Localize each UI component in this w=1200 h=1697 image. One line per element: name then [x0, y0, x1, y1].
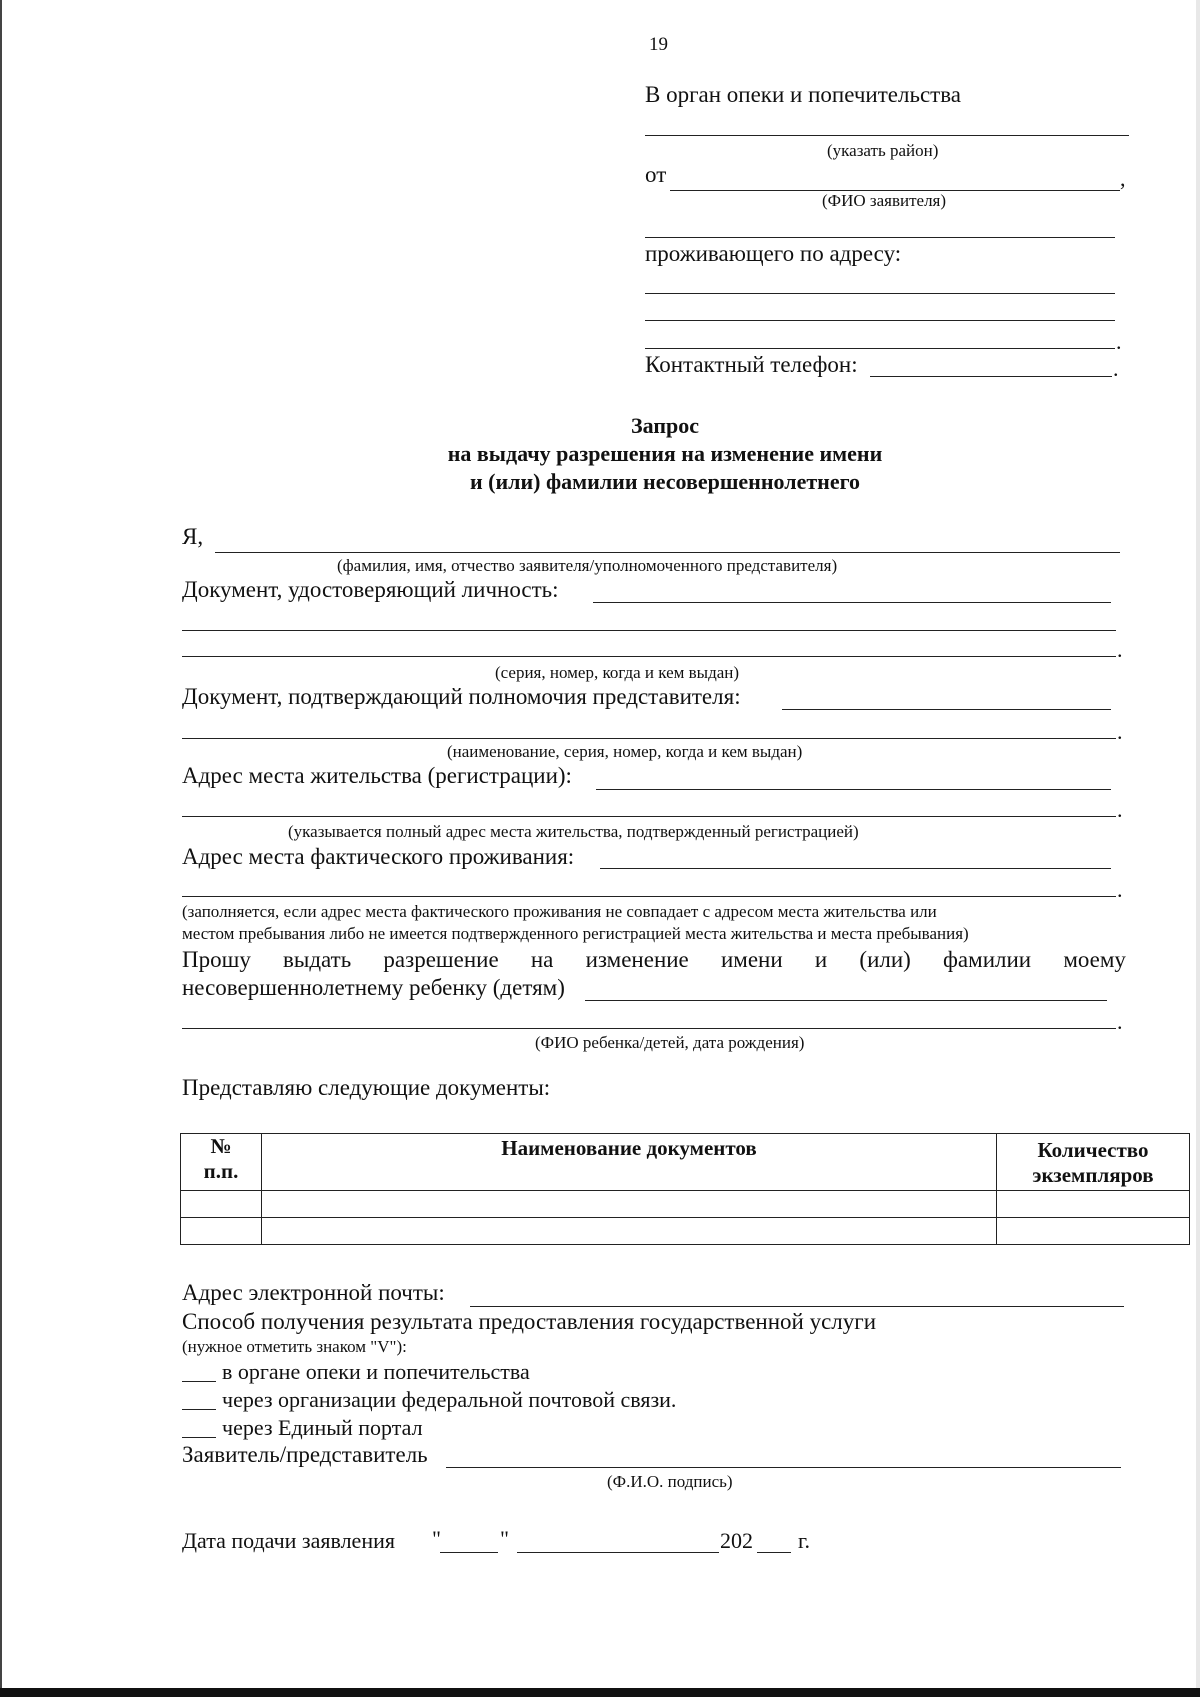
period: . — [1117, 797, 1123, 822]
option-checkbox-line[interactable] — [182, 1437, 216, 1438]
applicant-full-name-line[interactable] — [215, 552, 1120, 553]
authority-doc-hint: (наименование, серия, номер, когда и кем выдан) — [447, 742, 803, 761]
option-checkbox-line[interactable] — [182, 1409, 216, 1410]
scan-right-edge — [1196, 0, 1200, 1697]
year-line[interactable] — [757, 1552, 791, 1553]
scan-bottom-edge — [0, 1688, 1200, 1697]
period: . — [1117, 877, 1123, 902]
request-word: (или) — [859, 947, 911, 972]
child-name-line-2[interactable] — [182, 1028, 1116, 1029]
page-number: 19 — [649, 34, 668, 55]
col-qty-header — [997, 1134, 1190, 1191]
request-word: изменение — [585, 947, 689, 972]
table-row — [181, 1218, 1190, 1245]
request-word: имени — [720, 947, 783, 972]
district-hint: (указать район) — [827, 141, 939, 160]
period: . — [1113, 356, 1119, 381]
authority-doc-label: Документ, подтверждающий полномочия представителя: — [182, 684, 741, 709]
id-doc-line-1[interactable] — [593, 602, 1111, 603]
actual-address-hint-2: местом пребывания либо не имеется подтвержденного регистрацией места жительства и места пребывания) — [182, 924, 969, 943]
from-label: от — [645, 162, 667, 187]
col-number-header-line-1: № — [210, 1134, 232, 1158]
col-name-header — [262, 1134, 997, 1191]
row-number-cell[interactable] — [181, 1191, 262, 1218]
signatory-hint: (Ф.И.О. подпись) — [607, 1472, 733, 1491]
authority-doc-line-2[interactable] — [182, 738, 1116, 739]
reg-address-line-1[interactable] — [596, 789, 1111, 790]
option-guardianship: в органе опеки и попечительства — [222, 1359, 530, 1384]
request-word: фамилии — [943, 947, 1032, 972]
request-word: моему — [1063, 947, 1126, 972]
child-hint: (ФИО ребенка/детей, дата рождения) — [535, 1033, 805, 1052]
actual-address-hint-1: (заполняется, если адрес места фактического проживания не совпадает с адресом места жительства или — [182, 902, 937, 921]
address-line-2[interactable] — [645, 320, 1115, 321]
residence-label: проживающего по адресу: — [645, 241, 902, 266]
title-line-3: и (или) фамилии несовершеннолетнего — [469, 469, 861, 494]
reg-address-line-2[interactable] — [182, 816, 1116, 817]
option-post: через организации федеральной почтовой связи. — [222, 1387, 677, 1412]
row-name-cell[interactable] — [262, 1191, 997, 1218]
col-name-header-text: Наименование документов — [501, 1136, 757, 1160]
email-line[interactable] — [470, 1306, 1124, 1307]
request-word: и — [814, 947, 828, 972]
year-prefix: 202 — [720, 1528, 753, 1553]
year-suffix: г. — [798, 1528, 811, 1553]
comma: , — [1120, 166, 1126, 191]
row-qty-cell[interactable] — [997, 1191, 1190, 1218]
date-month-line[interactable] — [517, 1552, 719, 1553]
row-number-cell[interactable] — [181, 1218, 262, 1245]
scan-left-edge — [0, 0, 2, 1697]
option-portal: через Единый портал — [222, 1415, 423, 1440]
period: . — [1117, 637, 1123, 662]
table-row — [181, 1191, 1190, 1218]
col-number-header — [181, 1134, 262, 1191]
documents-table — [180, 1133, 1190, 1245]
request-word: выдать — [283, 947, 352, 972]
signatory-line[interactable] — [446, 1467, 1121, 1468]
district-line[interactable] — [645, 135, 1129, 136]
period: . — [1117, 1009, 1123, 1034]
address-line-3[interactable] — [645, 348, 1115, 349]
applicant-name-line-2[interactable] — [645, 237, 1115, 238]
reg-address-label: Адрес места жительства (регистрации): — [182, 763, 572, 788]
request-word: на — [530, 947, 554, 972]
row-name-cell[interactable] — [262, 1218, 997, 1245]
period: . — [1116, 329, 1122, 354]
actual-address-line-1[interactable] — [600, 868, 1111, 869]
col-number-header-line-2: п.п. — [203, 1159, 239, 1183]
documents-intro: Представляю следующие документы: — [182, 1075, 551, 1100]
i-hint: (фамилия, имя, отчество заявителя/уполномоченного представителя) — [337, 556, 838, 575]
id-doc-hint: (серия, номер, когда и кем выдан) — [495, 663, 740, 682]
reg-address-hint: (указывается полный адрес места жительства, подтвержденный регистрацией) — [288, 822, 859, 841]
date-day-line[interactable] — [440, 1552, 498, 1553]
applicant-hint: (ФИО заявителя) — [822, 191, 947, 210]
title-line-1: Запрос — [631, 413, 699, 438]
option-checkbox-line[interactable] — [182, 1381, 216, 1382]
period: . — [1117, 719, 1123, 744]
col-qty-header-line-1: Количество — [1037, 1138, 1149, 1162]
signatory-label: Заявитель/представитель — [182, 1442, 428, 1467]
phone-line[interactable] — [870, 376, 1112, 377]
authority-doc-line-1[interactable] — [782, 709, 1111, 710]
method-hint: (нужное отметить знаком "V"): — [182, 1337, 407, 1356]
child-name-line-1[interactable] — [585, 1000, 1107, 1001]
addressee: В орган опеки и попечительства — [645, 82, 961, 107]
id-doc-line-3[interactable] — [182, 656, 1116, 657]
i-label: Я, — [182, 524, 204, 549]
email-label: Адрес электронной почты: — [182, 1280, 445, 1305]
date-quote-close: " — [500, 1526, 509, 1551]
phone-label: Контактный телефон: — [645, 352, 858, 377]
row-qty-cell[interactable] — [997, 1218, 1190, 1245]
date-quote-open: " — [432, 1526, 441, 1551]
address-line-1[interactable] — [645, 293, 1115, 294]
id-doc-label: Документ, удостоверяющий личность: — [182, 577, 559, 602]
request-word: Прошу — [182, 947, 251, 972]
actual-address-label: Адрес места фактического проживания: — [182, 844, 575, 869]
method-label: Способ получения результата предоставления государственной услуги — [182, 1309, 877, 1334]
date-label: Дата подачи заявления — [182, 1528, 395, 1553]
id-doc-line-2[interactable] — [182, 630, 1116, 631]
table-header-row — [181, 1134, 1190, 1191]
request-line-2: несовершеннолетнему ребенку (детям) — [182, 975, 565, 1000]
actual-address-line-2[interactable] — [182, 896, 1116, 897]
request-word: разрешение — [383, 947, 499, 972]
col-qty-header-line-2: экземпляров — [1032, 1163, 1154, 1187]
title-line-2: на выдачу разрешения на изменение имени — [447, 441, 883, 466]
request-line-1 — [182, 947, 1126, 973]
